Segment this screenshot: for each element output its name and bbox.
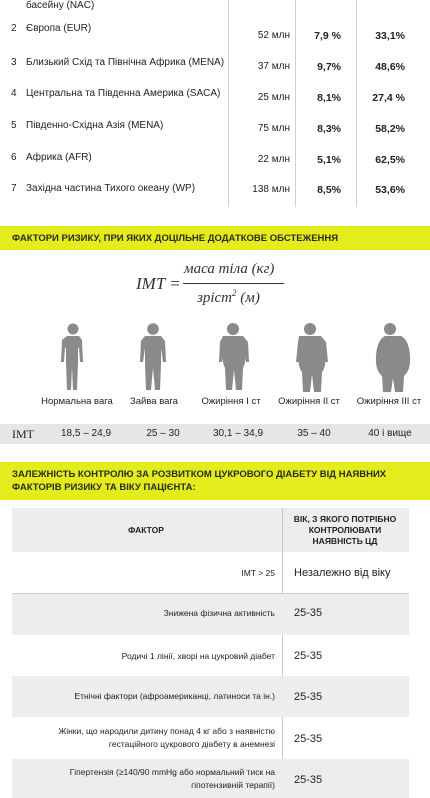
imt-range: 25 – 30 [146,428,180,439]
region-count: 25 млн [257,92,290,103]
region-row [0,86,430,117]
region-row [0,182,430,213]
dependency-section-title: ЗАЛЕЖНІСТЬ КОНТРОЛЮ ЗА РОЗВИТКОМ ЦУКРОВОГО ДІАБЕТУ ВІД НАЯВНИХ ФАКТОРІВ РИЗИКУ ТА ВІКУ ПАЦІЄНТА: [12,469,387,493]
imt-range: 30,1 – 34,9 [212,428,264,439]
category-label: Нормальна вага [41,396,113,407]
region-pct-1: 8,3% [317,123,341,135]
factor-text: Родичі 1 лінії, хворі на цукровий діабет [121,651,275,661]
factor-text: Жінки, що народили дитину понад 4 кг або з наявністю гестаційного цукрового діабету в анемнезі [58,726,275,749]
region-count: 52 млн [257,30,290,41]
region-name: Західна частина Тихого океану (WP) [26,183,196,194]
region-row [0,118,430,149]
category-label: Ожиріння ІІ ст [278,396,340,407]
region-row [0,18,430,49]
region-pct-2: 53,6% [375,184,405,196]
imt-label: IMT [12,427,34,441]
factor-age: 25-35 [294,691,323,703]
factor-row [12,635,409,676]
region-pct-1: 8,5% [317,184,341,196]
row-number: 3 [11,57,17,68]
imt-range: 40 і вище [368,428,412,439]
row-number: 6 [11,152,17,163]
formula-lhs: IMT = [136,274,181,293]
denominator-exponent: 2 [232,288,237,298]
category-label: Зайва вага [130,396,178,407]
factor-text: Етнічні фактори (афроамериканці, латиноси та ін.) [74,691,275,701]
region-pct-1: 5,1% [317,154,341,166]
silhouette-overweight [136,323,170,393]
category-label: Ожиріння ІІІ ст [356,396,422,407]
imt-formula [0,258,430,318]
factor-age: 25-35 [294,607,323,619]
region-name: Південно-Східна Азія (MENA) [26,120,164,131]
col-factor-header: ФАКТОР [128,525,164,535]
region-count: 75 млн [257,123,290,134]
region-pct-2: 48,6% [375,61,405,73]
denominator-base: зріст [197,290,233,306]
fraction-bar [183,283,284,284]
imt-range: 18,5 – 24,9 [60,428,112,439]
region-pct-1: 7,9 % [314,30,341,42]
imt-range: 35 – 40 [297,428,331,439]
factor-age: 25-35 [294,774,323,786]
row-number: 2 [11,23,17,34]
region-partial-label: басейну (NAC) [26,0,95,11]
row-number: 7 [11,183,17,194]
dependency-section-band [0,462,430,500]
region-pct-2: 58,2% [375,123,405,135]
region-row [0,52,430,83]
factor-row [12,759,409,798]
factor-row [12,717,409,759]
region-pct-1: 8,1% [317,92,341,104]
region-name: Центральна та Південна Америка (SACA) [26,88,221,99]
region-pct-1: 9,7% [317,61,341,73]
region-count: 37 млн [257,61,290,72]
factor-table-header [12,508,409,552]
factor-age: 25-35 [294,733,323,745]
row-number: 4 [11,88,17,99]
silhouette-normal [58,323,88,393]
region-count: 22 млн [257,154,290,165]
row-number: 5 [11,120,17,131]
region-pct-2: 62,5% [375,154,405,166]
region-name: Африка (AFR) [26,152,92,163]
factor-row [12,594,409,635]
region-count: 138 млн [252,184,290,195]
category-label: Ожиріння І ст [201,396,261,407]
silhouette-obesity-3 [369,323,411,393]
factor-age: 25-35 [294,650,323,662]
risk-section-title: ФАКТОРИ РИЗИКУ, ПРИ ЯКИХ ДОЦІЛЬНЕ ДОДАТКОВЕ ОБСТЕЖЕННЯ [12,233,339,244]
factor-text: Знижена фізична активність [163,608,275,618]
region-pct-2: 33,1% [375,30,405,42]
formula-denominator [197,288,260,307]
factor-row [12,676,409,717]
col-age-header: ВІК, З ЯКОГО ПОТРІБНО КОНТРОЛЮВАТИ НАЯВНІСТЬ ЦД [293,514,397,546]
region-name: Європа (EUR) [26,23,92,34]
formula-numerator: маса тіла (кг) [184,261,275,277]
silhouette-obesity-2 [290,323,330,393]
factor-text: Гіпертензія (≥140/90 mmHg або нормальний тиск на гіпотензивній терапії) [69,767,275,790]
region-row [0,150,430,181]
silhouette-obesity-1 [214,323,252,393]
risk-section-band [0,226,430,250]
region-pct-2: 27,4 % [372,92,405,104]
factor-age: Незалежно від віку [294,567,391,579]
factor-row [12,552,409,593]
denominator-unit: (м) [240,290,260,306]
factor-text: IMT > 25 [241,568,275,578]
region-name: Близький Схід та Північна Африка (MENA) [26,57,225,68]
